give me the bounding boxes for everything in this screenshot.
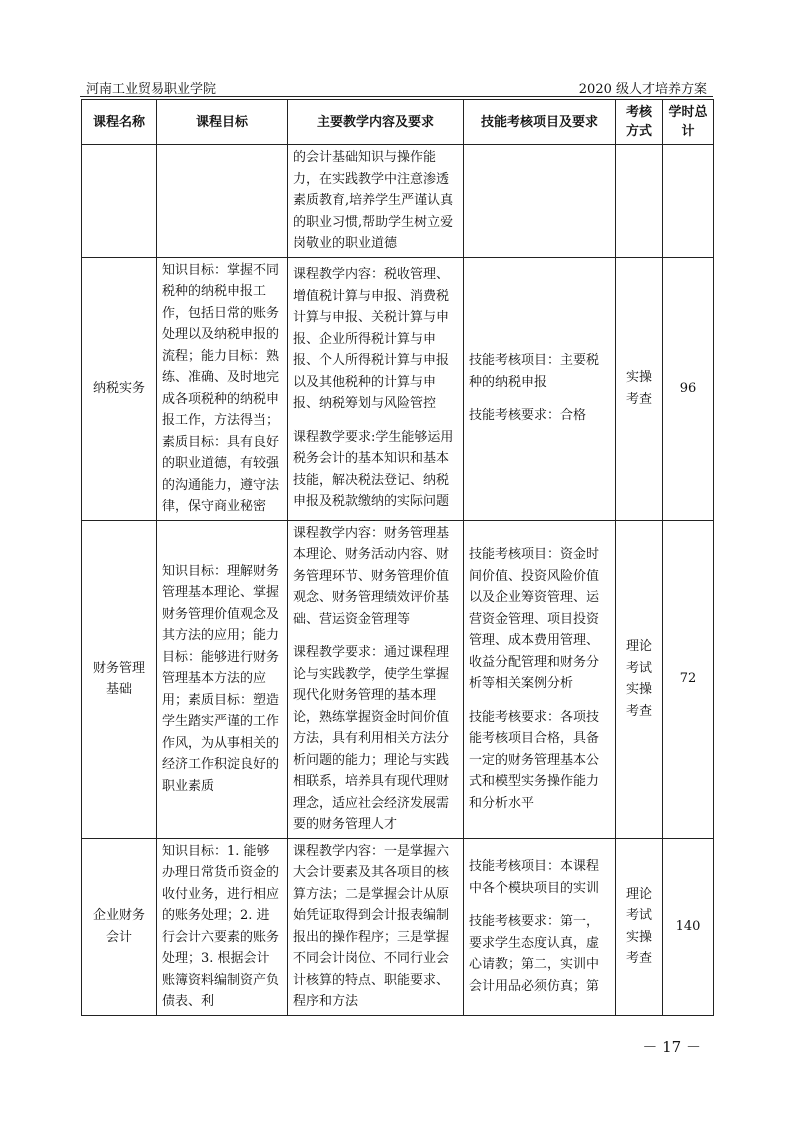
- course-goal: [157, 145, 288, 258]
- content-paragraph: 的会计基础知识与操作能力，在实践教学中注意渗透素质教育,培养学生严谨认真的职业习惯,帮助学生树立爱岗敬业的职业道德: [293, 150, 454, 251]
- school-name: 河南工业贸易职业学院: [86, 82, 217, 97]
- assessment-method: [616, 145, 663, 258]
- total-hours: 96: [663, 257, 714, 520]
- column-header-skill: 技能考核项目及要求: [464, 100, 616, 145]
- course-goal: 知识目标：理解财务管理基本理论、掌握财务管理价值观念及其方法的应用；能力目标：能够进行财务管理基本方法的应用；素质目标：塑造学生踏实严谨的工作作风，为从事相关的经济工作积淀良好的职业素质: [157, 520, 288, 838]
- skill-requirements: [464, 257, 616, 520]
- skill-paragraph: 技能考核项目：本课程中各个模块项目的实训: [469, 859, 600, 896]
- course-name: [82, 145, 157, 258]
- course-name: 纳税实务: [82, 257, 157, 520]
- assessment-method: 理论考试实操考查: [616, 520, 663, 838]
- skill-paragraph: 技能考核要求：各项技能考核项目合格，具备一定的财务管理基本公式和模型实务操作能力和分析水平: [469, 709, 600, 811]
- document-title: 2020 级人才培养方案: [578, 82, 707, 97]
- skill-paragraph: 技能考核项目：主要税种的纳税申报: [469, 353, 600, 390]
- table-header-row: [82, 100, 714, 145]
- column-header-hours: 学时总计: [663, 100, 714, 145]
- table-row-continued: [82, 145, 714, 258]
- assessment-method: 理论考试实操考查: [616, 838, 663, 1015]
- content-paragraph: 课程教学要求：通过课程理论与实践教学，使学生掌握现代化财务管理的基本理论，熟练掌握资金时间价值方法，具有利用相关方法分析问题的能力；理论与实践相联系，培养具有现代理财理念，适应社会经济发展需要的财务管理人才: [293, 645, 450, 832]
- skill-requirements: [464, 838, 616, 1015]
- total-hours: 140: [663, 838, 714, 1015]
- skill-requirements: [464, 520, 616, 838]
- column-header-content: 主要教学内容及要求: [288, 100, 464, 145]
- course-goal: 知识目标：1. 能够办理日常货币资金的收付业务，进行相应的账务处理；2. 进行会计六要素的账务处理；3. 根据会计账簿资料编制资产负债表、利: [157, 838, 288, 1015]
- total-hours: [663, 145, 714, 258]
- course-content: [288, 838, 464, 1015]
- table-row-tax-practice: [82, 257, 714, 520]
- skill-paragraph: 技能考核要求：第一，要求学生态度认真，虚心请教；第二，实训中会计用品必须仿真；第: [469, 914, 600, 994]
- content-paragraph: 课程教学要求:学生能够运用税务会计的基本知识和基本技能，解决税法登记、纳税申报及税款缴纳的实际问题: [293, 429, 454, 510]
- skill-paragraph: 技能考核要求：合格: [469, 408, 587, 424]
- skill-requirements: [464, 145, 616, 258]
- page-number: － 17 －: [642, 1038, 701, 1056]
- content-paragraph: 课程教学内容：一是掌握六大会计要素及其各项目的核算方法；二是掌握会计从原始凭证取得到会计报表编制报出的操作程序；三是掌握不同会计岗位、不同行业会计核算的特点、职能要求、程序和方法: [293, 843, 450, 1009]
- course-table: [81, 99, 714, 1016]
- assessment-method: 实操考查: [616, 257, 663, 520]
- content-paragraph: 课程教学内容：税收管理、增值税计算与申报、消费税计算与申报、关税计算与申报、企业所得税计算与申报、个人所得税计算与申报以及其他税种的计算与申报、纳税筹划与风险管控: [293, 267, 450, 412]
- course-content: [288, 145, 464, 258]
- table-row-financial-management: [82, 520, 714, 838]
- column-header-course-goal: 课程目标: [157, 100, 288, 145]
- column-header-method: 考核方式: [616, 100, 663, 145]
- course-goal: 知识目标：掌握不同税种的纳税申报工作，包括日常的账务处理以及纳税申报的流程；能力目标：熟练、准确、及时地完成各项税种的纳税申报工作，方法得当；素质目标：具有良好的职业道德，有较强的沟通能力，遵守法律，保守商业秘密: [157, 257, 288, 520]
- course-name: 财务管理基础: [82, 520, 157, 838]
- header-divider: [80, 96, 713, 97]
- table-row-enterprise-accounting: [82, 838, 714, 1015]
- course-content: [288, 257, 464, 520]
- column-header-course-name: 课程名称: [82, 100, 157, 145]
- content-paragraph: 课程教学内容：财务管理基本理论、财务活动内容、财务管理环节、财务管理价值观念、财务管理绩效评价基础、营运资金管理等: [293, 525, 450, 627]
- course-name: 企业财务会计: [82, 838, 157, 1015]
- total-hours: 72: [663, 520, 714, 838]
- skill-paragraph: 技能考核项目：资金时间价值、投资风险价值以及企业筹资管理、运营资金管理、项目投资管理、成本费用管理、收益分配管理和财务分析等相关案例分析: [469, 547, 600, 691]
- course-content: [288, 520, 464, 838]
